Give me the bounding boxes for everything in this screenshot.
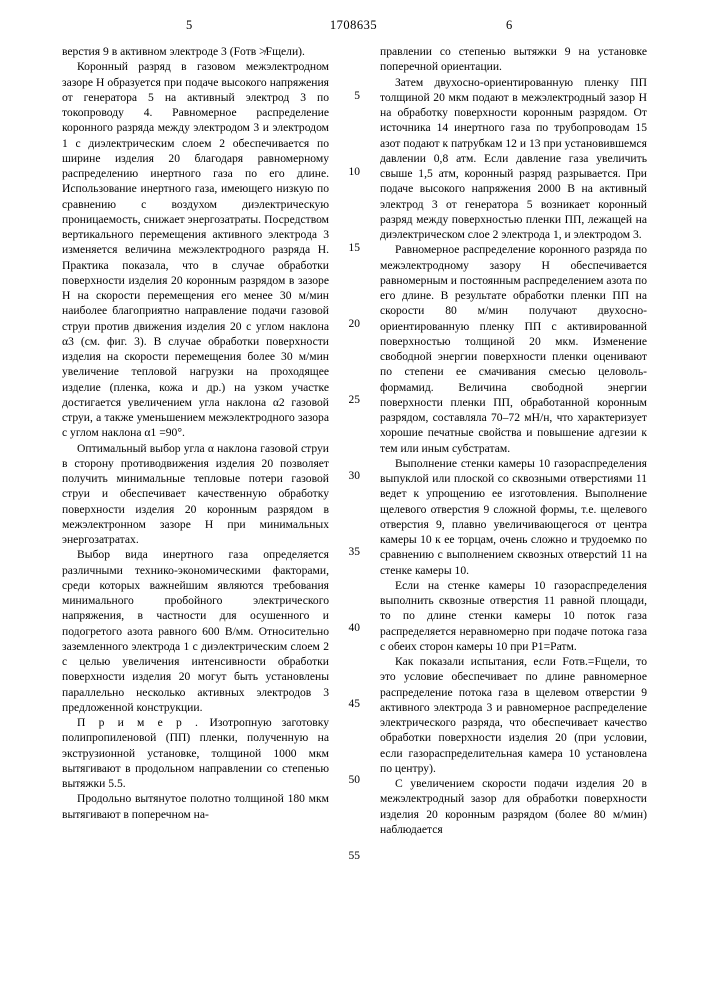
paragraph: Коронный разряд в газовом межэлектродном зазоре Н образуется при подаче высокого напряжения от генератора 5 на активный электрод 3 по токопроводу 4. Равномерное распределение коронного разряда между электродом 3 и электродом 1 с диэлектрическим слоем 2 обеспечивается по ширине изделия 20 благодаря равномерному распределению инертного газа по его длине. Использование инертного газа, имеющего низкую по сравнению с воздухом диэлектрическую проницаемость, снижает энергозатраты. Посредством вертикального перемещения активного электрода 3 изменяется величина межэлектродного разряда Н. Практика показала, что в случае обработки поверхности изделия 20 коронным разрядом в зазоре Н на скорости перемещения его менее 30 м/мин наиболее благоприятно направление подачи газовой струи против движения изделия 20 с углом наклона α3 (см. фиг. 3). В случае обработки поверхности изделия на скорости перемещения более 30 м/мин увеличение тепловой нагрузки на проходящее изделие (пленка, кожа и др.) на узком участке достигается увеличением угла наклона α2 газовой струи, а также уменьшением межэлектродного зазора с углом наклона α1 =90°. xyxy=(62,60,329,440)
paragraph: правлении со степенью вытяжки 9 на установке поперечной ориентации. xyxy=(380,45,647,74)
paragraph: Выполнение стенки камеры 10 газораспределения выпуклой или плоской со сквозными отверстиями 11 ведет к упрощению ее изготовления. Выполнение щелевого отверстия 9 сложной формы, т.е. щелевого отверстия 9, плавно увеличивающегося от центра камеры 10 к ее торцам, очень сложно и трудоемко по сравнению с выполнением сквозных отверстий 11 на стенке камеры 10. xyxy=(380,456,647,577)
paragraph: Как показали испытания, если Fотв.=Fщели, то это условие обеспечивает по длине равномерное распределение потока газа в щелевом отверстии 9 активного электрода 3 и равномерное распределение электрического разряда, что обеспечивает качество обработки поверхности изделия 20 (при условии, если газораспределительная камера 10 установлена по центру). xyxy=(380,655,647,775)
paragraph: Равномерное распределение коронного разряда по межэлектродному зазору Н обеспечивается равномерным и постоянным распределением азота по его длине. В результате обработки пленки ПП на скорости 80 м/мин получают двухосно-ориентированную пленку ПП с активированной поверхностью толщиной 20 мкм. Изменение свободной энергии поверхности пленки оценивают по степени ее смачивания смесью целоволь-формамид. Величина свободной энергии поверхности пленки ПП, обработанной коронным разрядом, составляла 70–72 мН/н, что характеризует хорошие печатные свойства и повышение адгезии к тем или иным субстратам. xyxy=(380,243,647,455)
line-number: 55 xyxy=(348,850,360,862)
paragraph: верстия 9 в активном электроде 3 (Fотв ≯Fщели). xyxy=(62,45,305,58)
line-number: 30 xyxy=(348,470,360,482)
page-header xyxy=(0,18,707,34)
header-left-page-number: 5 xyxy=(186,18,193,32)
line-number: 40 xyxy=(348,622,360,634)
right-column xyxy=(380,44,647,837)
paragraph-example xyxy=(62,715,329,791)
paragraph: Продольно вытянутое полотно толщиной 180 мкм вытягивают в поперечном на- xyxy=(62,792,329,821)
paragraph: Если на стенке камеры 10 газораспределения выполнить сквозные отверстия 11 равной площади, то по длине стенки камеры 10 поток газа распределяется неравномерно при подаче потока газа с обеих сторон камеры 10 при P1=Pатм. xyxy=(380,578,647,653)
line-number: 15 xyxy=(348,242,360,254)
line-number: 45 xyxy=(348,698,360,710)
header-right-page-number: 6 xyxy=(506,18,513,32)
line-number: 5 xyxy=(354,90,360,102)
paragraph: Выбор вида инертного газа определяется различными технико-экономическими факторами, среди которых важнейшим являются требования минимального пробойного электрического напряжения, в частности для осушенного и подогретого азота равного 600 В/мм. Относительно заземленного электрода 1 с диэлектрическим слоем 2 с целью увеличения интенсивности обработки поверхности изделия 20 могут быть установлены параллельно несколько активных электродов 3 предложенной конструкции. xyxy=(62,548,329,714)
line-number: 35 xyxy=(348,546,360,558)
paragraph: С увеличением скорости подачи изделия 20 в межэлектродный зазор для обработки поверхности изделия 20 коронным разрядом (более 80 м/мин) наблюдается xyxy=(380,777,647,836)
line-number: 25 xyxy=(348,394,360,406)
line-number: 20 xyxy=(348,318,360,330)
example-body: Изотропную заготовку полипропиленовой (ПП) пленки, полученную на экструзионной установке, толщиной 1000 мкм вытягивают в продольном направлении со степенью вытяжки 5.5. xyxy=(62,716,330,790)
paragraph: Оптимальный выбор угла α наклона газовой струи в сторону противодвижения изделия 20 позволяет получить минимальные тепловые потери газовой струи и обеспечивает качественную обработку поверхности изделия 20 коронным разрядом в межэлектронном зазоре Н при минимальных энергозатратах. xyxy=(62,441,329,546)
header-patent-number: 1708635 xyxy=(329,18,378,32)
left-column xyxy=(62,44,329,822)
example-heading: П р и м е р . xyxy=(77,716,200,729)
paragraph: Затем двухосно-ориентированную пленку ПП толщиной 20 мкм подают в межэлектродный зазор Н на обработку поверхности коронным разрядом. От источника 14 инертного газа по трубопроводам 15 азот подают к патрубкам 12 и 13 при установившемся давлении 0,8 атм. Если давление газа увеличить свыше 1,5 атм, коронный разряд разрывается. При подаче высокого напряжения 2000 В на активный электрод 3 от генератора 5 возникает коронный разряд между поверхностью пленки ПП, лежащей на диэлектрическом слое 2 электрода 1, и электродом 3. xyxy=(380,75,647,241)
line-number: 50 xyxy=(348,774,360,786)
line-number: 10 xyxy=(348,166,360,178)
